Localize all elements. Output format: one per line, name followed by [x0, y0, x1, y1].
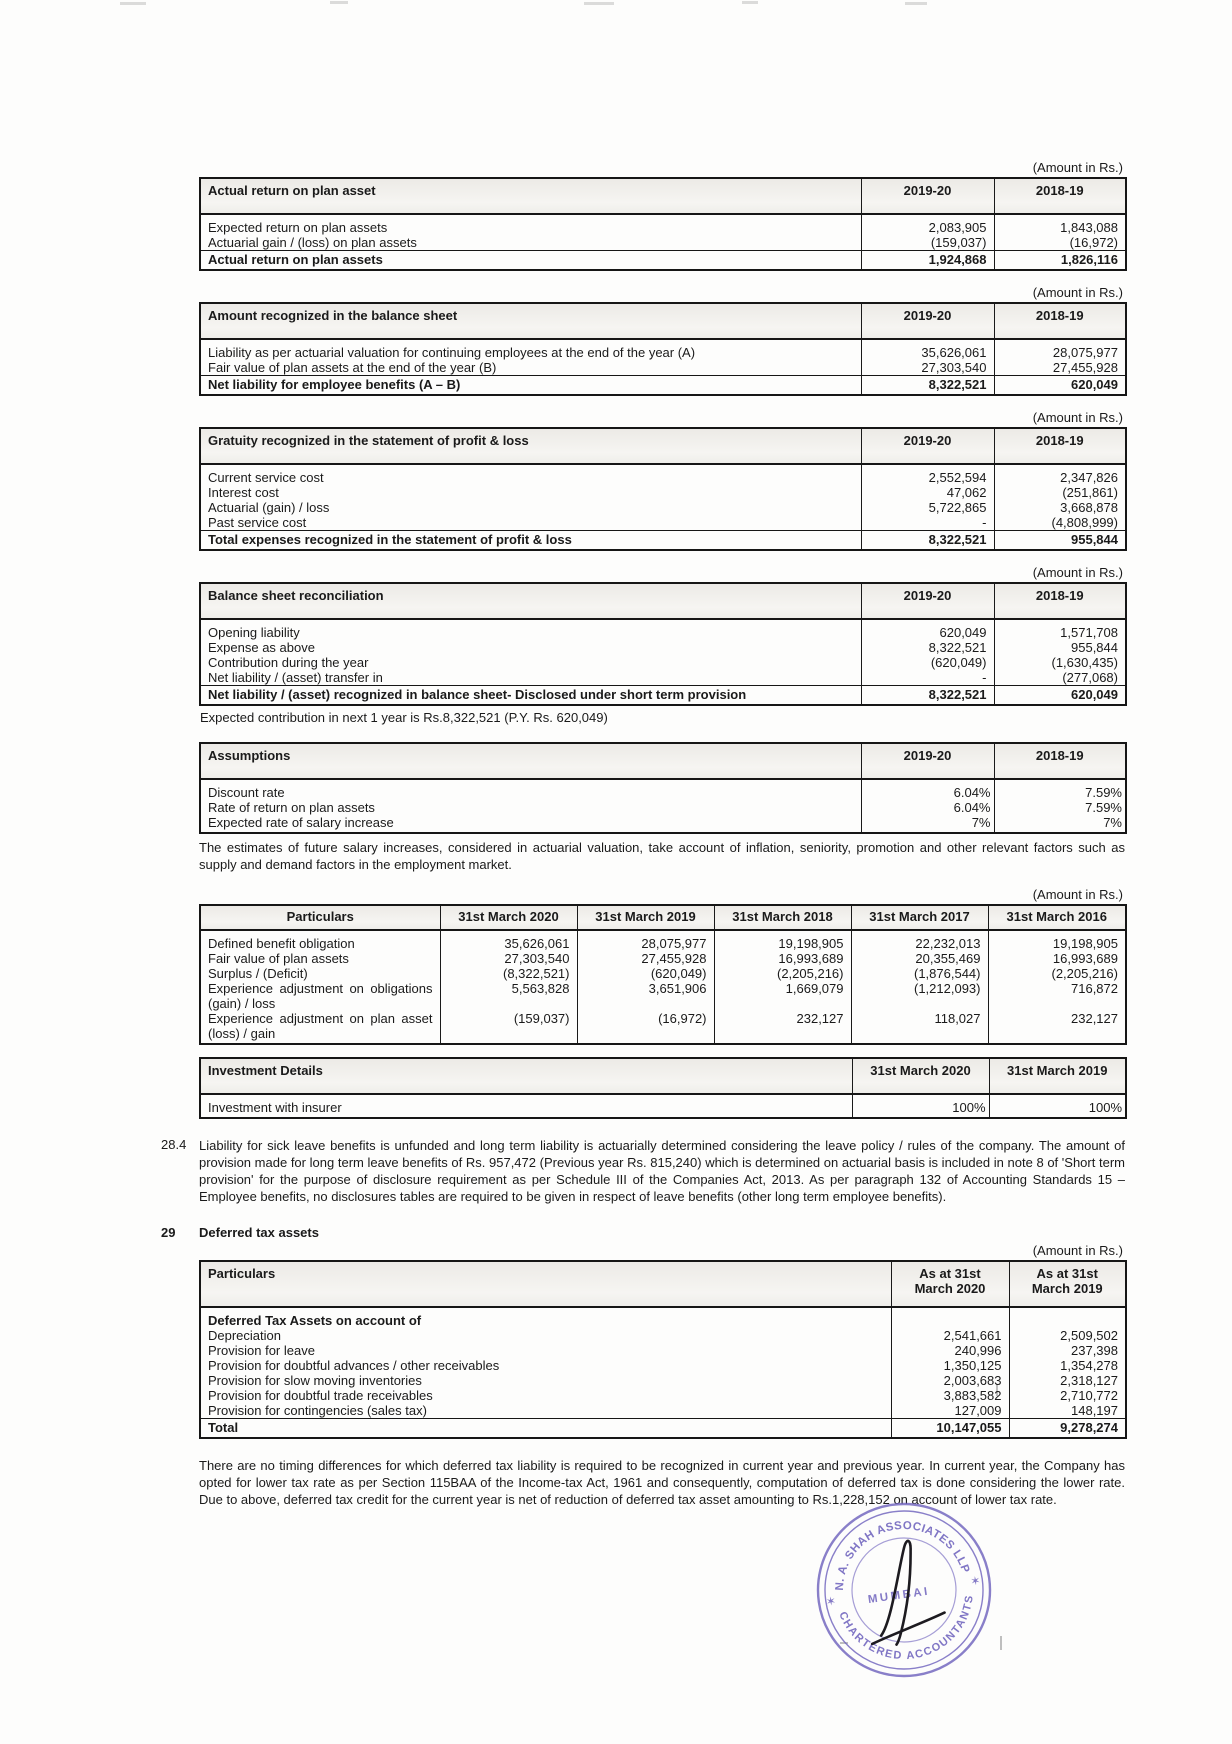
table-header-row: [200, 905, 1126, 930]
total-2018-19: 955,844: [994, 531, 1126, 551]
column-header-2018-19: 2018-19: [994, 428, 1126, 464]
column-header-particulars: Particulars: [200, 905, 440, 930]
value-2019-20: 2,083,905: [861, 214, 994, 235]
column-header-particulars: Particulars: [200, 1261, 891, 1307]
row-label: Expected return on plan assets: [208, 220, 388, 235]
scan-artifact: [742, 1, 758, 4]
column-header-2019-20: 2019-20: [861, 178, 994, 214]
table-row: [200, 655, 1126, 670]
value-2016: 232,127: [988, 1011, 1126, 1044]
total-2019-20: 8,322,521: [861, 686, 994, 706]
scan-artifact: [330, 1, 348, 4]
value-2019: 148,197: [1009, 1403, 1126, 1419]
row-label: Investment with insurer: [208, 1100, 342, 1115]
table-row: [200, 640, 1126, 655]
value-2018-19: (277,068): [994, 670, 1126, 686]
scan-artifact: [120, 2, 146, 5]
row-label: Actuarial (gain) / loss: [208, 500, 330, 515]
value-2018-19: 2,347,826: [994, 464, 1126, 485]
table-investment-details: [199, 1057, 1127, 1119]
value-2020: 127,009: [891, 1403, 1009, 1419]
table-row: [200, 1373, 1126, 1388]
stamp-top-text: N. A. SHAH ASSOCIATES LLP: [833, 1519, 972, 1591]
row-label: Experience adjustment on obligations (gain) / loss: [208, 981, 433, 1011]
table-assumptions: [199, 742, 1127, 834]
row-label: Net liability / (asset) transfer in: [208, 670, 383, 685]
table-row: [200, 1328, 1126, 1343]
table-header-row: [200, 303, 1126, 339]
note-number: 28.4: [161, 1137, 187, 1152]
value-2018-19: 28,075,977: [994, 339, 1126, 360]
table-experience-history: [199, 904, 1127, 1045]
row-label: Fair value of plan assets at the end of the year (B): [208, 360, 497, 375]
table-row: [200, 360, 1126, 376]
row-label: Expected rate of salary increase: [208, 815, 394, 830]
stamp-star-left-icon: ✶: [824, 1593, 837, 1609]
column-header-march-2019: 31st March 2019: [577, 905, 714, 930]
amount-unit-note: (Amount in Rs.): [1032, 1243, 1123, 1258]
value-2018: 232,127: [714, 1011, 851, 1044]
value-2019: 27,455,928: [577, 951, 714, 966]
value-2016: (2,205,216): [988, 966, 1126, 981]
value-2019-20: 5,722,865: [861, 500, 994, 515]
value-2019: (16,972): [577, 1011, 714, 1044]
table-total-row: [200, 686, 1126, 706]
total-2019-20: 8,322,521: [861, 531, 994, 551]
table-header-row: [200, 1058, 1126, 1094]
column-header-2019-20: 2019-20: [861, 428, 994, 464]
table-title: Assumptions: [200, 743, 861, 779]
table-title: Amount recognized in the balance sheet: [200, 303, 861, 339]
value-2018-19: 3,668,878: [994, 500, 1126, 515]
stamp-city-text: MUMBAI: [867, 1585, 931, 1607]
value-2018: (2,205,216): [714, 966, 851, 981]
value-2018-19: 1,843,088: [994, 214, 1126, 235]
document-content: [161, 160, 1125, 1708]
table-row: [200, 339, 1126, 360]
amount-unit-note: (Amount in Rs.): [1032, 887, 1123, 902]
table-actual-return-on-plan-asset: [199, 177, 1127, 271]
column-header-march-2020: 31st March 2020: [440, 905, 577, 930]
table-title: Actual return on plan asset: [200, 178, 861, 214]
row-label: Opening liability: [208, 625, 300, 640]
value-2016: 716,872: [988, 981, 1126, 1011]
table-title: Balance sheet reconciliation: [200, 583, 861, 619]
scan-artifact: [584, 2, 614, 5]
amount-unit-note: (Amount in Rs.): [1032, 285, 1123, 300]
table-total-row: [200, 531, 1126, 551]
value-2017: 118,027: [851, 1011, 988, 1044]
row-label: Provision for slow moving inventories: [208, 1373, 422, 1388]
value-2019: (620,049): [577, 966, 714, 981]
value-2019: 3,651,906: [577, 981, 714, 1011]
value-2020: (159,037): [440, 1011, 577, 1044]
value-2018: 19,198,905: [714, 930, 851, 951]
table-header-row: [200, 583, 1126, 619]
value-2019: 2,509,502: [1009, 1328, 1126, 1343]
row-label: Provision for doubtful trade receivables: [208, 1388, 433, 1403]
row-label: Rate of return on plan assets: [208, 800, 375, 815]
value-2017: (1,876,544): [851, 966, 988, 981]
section-number: 29: [161, 1225, 176, 1240]
total-2018-19: 1,826,116: [994, 251, 1126, 271]
column-header-2019-20: 2019-20: [861, 743, 994, 779]
value-2020: 5,563,828: [440, 981, 577, 1011]
row-label: Past service cost: [208, 515, 307, 530]
table-row: [200, 951, 1126, 966]
value-2019: 2,318,127: [1009, 1373, 1126, 1388]
row-label: Interest cost: [208, 485, 279, 500]
note-28-4: [161, 1137, 1125, 1205]
value-2017: 22,232,013: [851, 930, 988, 951]
value-2018-19: (4,808,999): [994, 515, 1126, 531]
column-header-2019-20: 2019-20: [861, 303, 994, 339]
value-2019-20: 2,552,594: [861, 464, 994, 485]
table-row: [200, 1343, 1126, 1358]
row-label: Provision for contingencies (sales tax): [208, 1403, 427, 1418]
table-total-row: [200, 376, 1126, 396]
row-label: Experience adjustment on plan asset (loss) / gain: [208, 1011, 433, 1041]
column-header-2018-19: 2018-19: [994, 303, 1126, 339]
table-row: [200, 779, 1126, 800]
column-header-march-2018: 31st March 2018: [714, 905, 851, 930]
table-header-row: [200, 743, 1126, 779]
table-row: [200, 515, 1126, 531]
value-2019-20: -: [861, 515, 994, 531]
column-header-2018-19: 2018-19: [994, 583, 1126, 619]
value-2019-20: 620,049: [861, 619, 994, 640]
row-label: Provision for doubtful advances / other receivables: [208, 1358, 500, 1373]
value-2020: 2,003,683: [891, 1373, 1009, 1388]
table-row: [200, 815, 1126, 833]
table-row: [200, 1011, 1126, 1044]
table-row: [200, 464, 1126, 485]
column-header-2018-19: 2018-19: [994, 743, 1126, 779]
table-row: [200, 1388, 1126, 1403]
group-label: Deferred Tax Assets on account of: [208, 1313, 422, 1328]
total-2019-20: 1,924,868: [861, 251, 994, 271]
column-header-as-at-2020: As at 31st March 2020: [891, 1261, 1009, 1307]
value-2019-20: (159,037): [861, 235, 994, 251]
row-label: Provision for leave: [208, 1343, 315, 1358]
value-2018-19: 27,455,928: [994, 360, 1126, 376]
table-row: [200, 214, 1126, 235]
value-2019-20: 35,626,061: [861, 339, 994, 360]
table-title: Investment Details: [200, 1058, 852, 1094]
total-2018-19: 620,049: [994, 376, 1126, 396]
stamp-area: [199, 1508, 1125, 1708]
column-header-2019-20: 2019-20: [861, 583, 994, 619]
table-row: [200, 619, 1126, 640]
column-header-march-2019: 31st March 2019: [989, 1058, 1126, 1094]
column-header-march-2016: 31st March 2016: [988, 905, 1126, 930]
value-blank: [891, 1307, 1009, 1328]
table-row: [200, 235, 1126, 251]
value-2018: 16,993,689: [714, 951, 851, 966]
value-2020: 1,350,125: [891, 1358, 1009, 1373]
deferred-tax-closing-paragraph: There are no timing differences for which deferred tax liability is required to be recognized in current year and previous year. In current year, the Company has opted for lower tax rate as per Section 115BAA of the Income-tax Act, 1961 and consequently, computation of deferred tax is done considering the lower rate. Due to above, deferred tax credit for the current year is net of reduction of deferred tax asset amounting to Rs.1,228,152 on account of lower tax rate.: [199, 1458, 1125, 1507]
value-2019-20: 6.04%: [861, 800, 994, 815]
total-label: Total: [200, 1419, 891, 1439]
value-2018-19: (251,861): [994, 485, 1126, 500]
value-2019-20: 27,303,540: [861, 360, 994, 376]
table-row: [200, 500, 1126, 515]
value-2017: 20,355,469: [851, 951, 988, 966]
table-amount-recognized-balance-sheet: [199, 302, 1127, 396]
stamp-star-right-icon: ✶: [969, 1573, 982, 1589]
value-2018-19: 955,844: [994, 640, 1126, 655]
value-2019: 28,075,977: [577, 930, 714, 951]
row-label: Surplus / (Deficit): [208, 966, 308, 981]
table-row: [200, 1403, 1126, 1419]
column-header-march-2020: 31st March 2020: [852, 1058, 989, 1094]
scan-artifact: [905, 2, 927, 5]
value-2019: 1,354,278: [1009, 1358, 1126, 1373]
value-2018-19: 1,571,708: [994, 619, 1126, 640]
table-title: Gratuity recognized in the statement of profit & loss: [200, 428, 861, 464]
column-header-as-at-2019: As at 31st March 2019: [1009, 1261, 1126, 1307]
salary-estimates-paragraph: The estimates of future salary increases, considered in actuarial valuation, take account of inflation, seniority, promotion and other relevant factors such as supply and demand factors in the employment market.: [199, 840, 1125, 872]
value-2020: 35,626,061: [440, 930, 577, 951]
total-2019: 9,278,274: [1009, 1419, 1126, 1439]
total-label: Net liability for employee benefits (A – B): [200, 376, 861, 396]
row-label: Discount rate: [208, 785, 285, 800]
section-29: [161, 1225, 1125, 1240]
table-row: [200, 485, 1126, 500]
value-2016: 19,198,905: [988, 930, 1126, 951]
table-row: [200, 966, 1126, 981]
row-label: Expense as above: [208, 640, 315, 655]
sick-leave-paragraph: Liability for sick leave benefits is unfunded and long term liability is actuarially determined considering the leave policy / rules of the company. The amount of provision made for long term leave benefits of Rs. 957,472 (Previous year Rs. 815,240) which is determined on actuarial basis is included in note 8 of 'Short term provision' for the purpose of disclosure requirement as per Schedule III of the Companies Act, 2013. As per paragraph 132 of Accounting Standards 15 – Employee benefits, no disclosures tables are required to be given in respect of leave benefits (other long term employee benefits).: [199, 1138, 1125, 1204]
table-header-row: [200, 428, 1126, 464]
row-label: Defined benefit obligation: [208, 936, 355, 951]
value-2020: 240,996: [891, 1343, 1009, 1358]
table-row: [200, 1358, 1126, 1373]
total-label: Total expenses recognized in the statement of profit & loss: [200, 531, 861, 551]
total-2019-20: 8,322,521: [861, 376, 994, 396]
value-2020: 100%: [852, 1094, 989, 1118]
row-label: Depreciation: [208, 1328, 281, 1343]
value-2020: (8,322,521): [440, 966, 577, 981]
column-header-march-2017: 31st March 2017: [851, 905, 988, 930]
total-label: Actual return on plan assets: [200, 251, 861, 271]
row-label: Actuarial gain / (loss) on plan assets: [208, 235, 417, 250]
value-2020: 2,541,661: [891, 1328, 1009, 1343]
table-row: [200, 670, 1126, 686]
row-label: Liability as per actuarial valuation for continuing employees at the end of the year (A): [208, 345, 696, 360]
value-2018-19: 7%: [994, 815, 1126, 833]
amount-unit-note: (Amount in Rs.): [1032, 410, 1123, 425]
table-row: [200, 1094, 1126, 1118]
value-2018-19: (16,972): [994, 235, 1126, 251]
value-2019-20: 47,062: [861, 485, 994, 500]
column-header-2018-19: 2018-19: [994, 178, 1126, 214]
amount-unit-note: (Amount in Rs.): [1032, 160, 1123, 175]
table-deferred-tax-assets: [199, 1260, 1127, 1439]
value-2018-19: (1,630,435): [994, 655, 1126, 670]
table-row: [200, 800, 1126, 815]
value-2020: 27,303,540: [440, 951, 577, 966]
value-2019-20: -: [861, 670, 994, 686]
value-blank: [1009, 1307, 1126, 1328]
value-2020: 3,883,582: [891, 1388, 1009, 1403]
row-label: Current service cost: [208, 470, 324, 485]
expected-contribution-note: Expected contribution in next 1 year is Rs.8,322,521 (P.Y. Rs. 620,049): [200, 710, 608, 725]
table-header-row: [200, 178, 1126, 214]
row-label: Fair value of plan assets: [208, 951, 349, 966]
value-2017: (1,212,093): [851, 981, 988, 1011]
value-2018-19: 7.59%: [994, 779, 1126, 800]
value-2019-20: 7%: [861, 815, 994, 833]
value-2019-20: (620,049): [861, 655, 994, 670]
value-2019: 237,398: [1009, 1343, 1126, 1358]
stamp-bottom-text: CHARTERED ACCOUNTANTS: [836, 1593, 976, 1663]
table-row: [200, 930, 1126, 951]
value-2019-20: 8,322,521: [861, 640, 994, 655]
total-2018-19: 620,049: [994, 686, 1126, 706]
table-total-row: [200, 251, 1126, 271]
table-total-row: [200, 1419, 1126, 1439]
section-title: Deferred tax assets: [199, 1225, 319, 1240]
table-gratuity-profit-loss: [199, 427, 1127, 551]
table-header-row: [200, 1261, 1126, 1307]
table-balance-sheet-reconciliation: [199, 582, 1127, 706]
amount-unit-note: (Amount in Rs.): [1032, 565, 1123, 580]
firm-stamp: [798, 1480, 1009, 1700]
table-group-row: [200, 1307, 1126, 1328]
value-2016: 16,993,689: [988, 951, 1126, 966]
total-label: Net liability / (asset) recognized in balance sheet- Disclosed under short term provision: [200, 686, 861, 706]
value-2019-20: 6.04%: [861, 779, 994, 800]
row-label: Contribution during the year: [208, 655, 369, 670]
total-2020: 10,147,055: [891, 1419, 1009, 1439]
table-row: [200, 981, 1126, 1011]
value-2018-19: 7.59%: [994, 800, 1126, 815]
value-2018: 1,669,079: [714, 981, 851, 1011]
value-2019: 100%: [989, 1094, 1126, 1118]
value-2019: 2,710,772: [1009, 1388, 1126, 1403]
